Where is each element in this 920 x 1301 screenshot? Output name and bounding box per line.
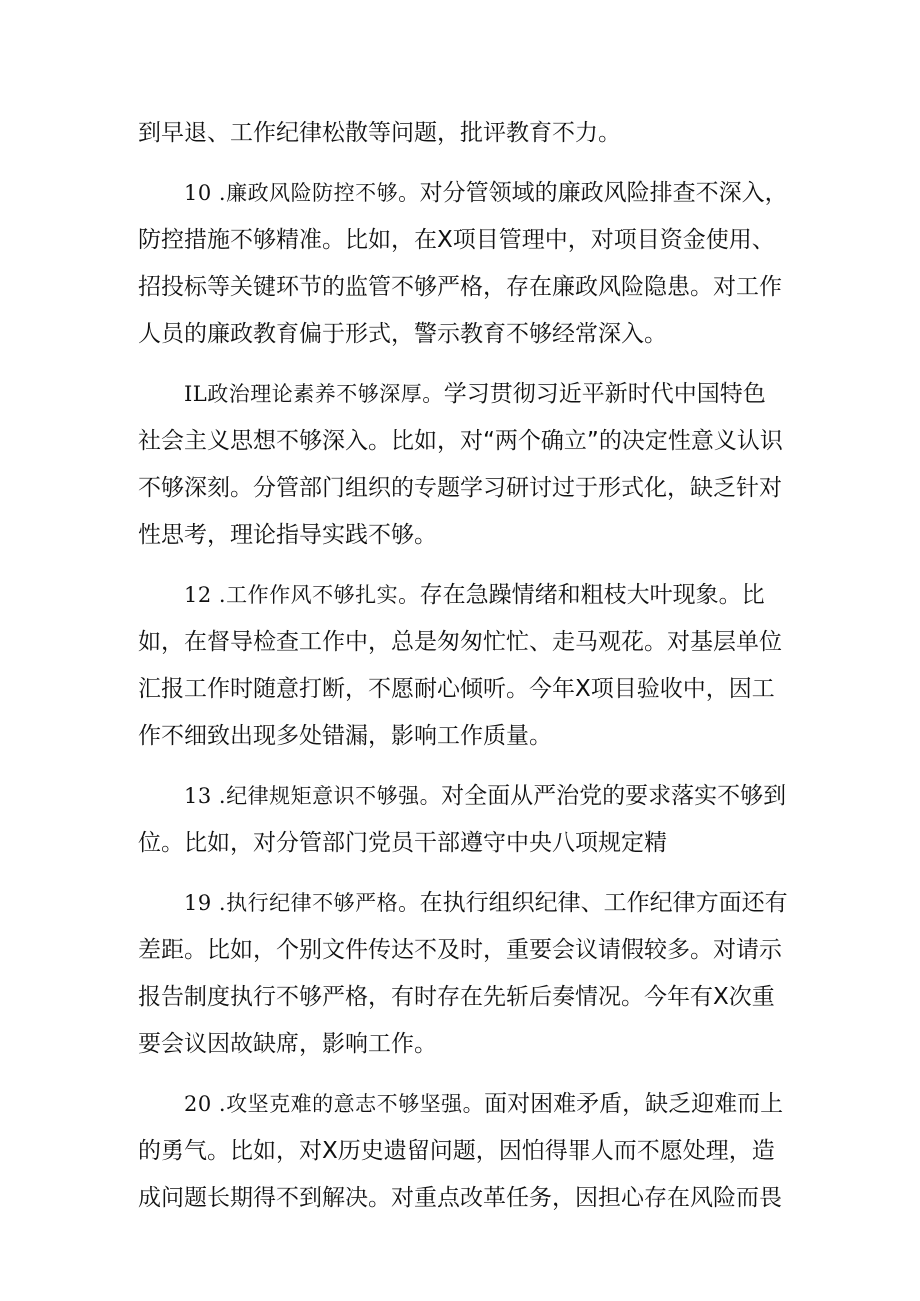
paragraph-19 — [138, 880, 788, 1068]
paragraph-heading: 12 .工作作风不够扎实。 — [184, 583, 420, 607]
paragraph-10 — [138, 170, 788, 358]
paragraph-20 — [138, 1081, 788, 1222]
paragraph-heading: 13 .纪律规矩意识不够强。 — [184, 784, 442, 808]
paragraph-text: 对全面从严治党的要求落实不够到位。比如，对分管部门党员干部遵守中央八项规定精 — [138, 783, 787, 856]
paragraph-text: 存在急躁情绪和粗枝大叶现象。比如，在督导检查工作中，总是匆匆忙忙、走马观花。对基层单位汇报工作时随意打断，不愿耐心倾听。今年X项目验收中，因工作不细致出现多处错漏，影响工作质量。 — [138, 582, 782, 749]
paragraph-text: 学习贯彻习近平新时代中国特色社会主义思想不够深入。比如，对“两个确立”的决定性意义认识不够深刻。分管部门组织的专题学习研讨过于形式化，缺乏针对性思考，理论指导实践不够。 — [138, 381, 783, 548]
paragraph-heading: 10 .廉政风险防控不够。 — [184, 181, 420, 205]
paragraph-heading: 20 .攻坚克难的意志不够坚强。 — [184, 1092, 485, 1116]
document-body — [138, 110, 788, 1235]
paragraph-text: 面对困难矛盾，缺乏迎难而上的勇气。比如，对X历史遗留问题，因怕得罪人而不愿处理，造成问题长期得不到解决。对重点改革任务，因担心存在风险而畏 — [138, 1091, 784, 1211]
paragraph-1 — [138, 110, 788, 157]
paragraph-11 — [138, 371, 788, 559]
paragraph-text: 到早退、工作纪律松散等问题，批评教育不力。 — [138, 120, 621, 146]
paragraph-12 — [138, 572, 788, 760]
paragraph-heading: 19 .执行纪律不够严格。 — [184, 891, 420, 915]
paragraph-text: 对分管领域的廉政风险排查不深入，防控措施不够精准。比如，在X项目管理中，对项目资金使用、招投标等关键环节的监管不够严格，存在廉政风险隐患。对工作人员的廉政教育偏于形式，警示教育不够经常深入。 — [138, 180, 788, 347]
paragraph-text: 在执行组织纪律、工作纪律方面还有差距。比如，个别文件传达不及时，重要会议请假较多。对请示报告制度执行不够严格，有时存在先斩后奏情况。今年有X次重要会议因故缺席，影响工作。 — [138, 890, 788, 1057]
paragraph-heading: IL政治理论素养不够深厚。 — [184, 382, 444, 406]
paragraph-13 — [138, 773, 788, 867]
